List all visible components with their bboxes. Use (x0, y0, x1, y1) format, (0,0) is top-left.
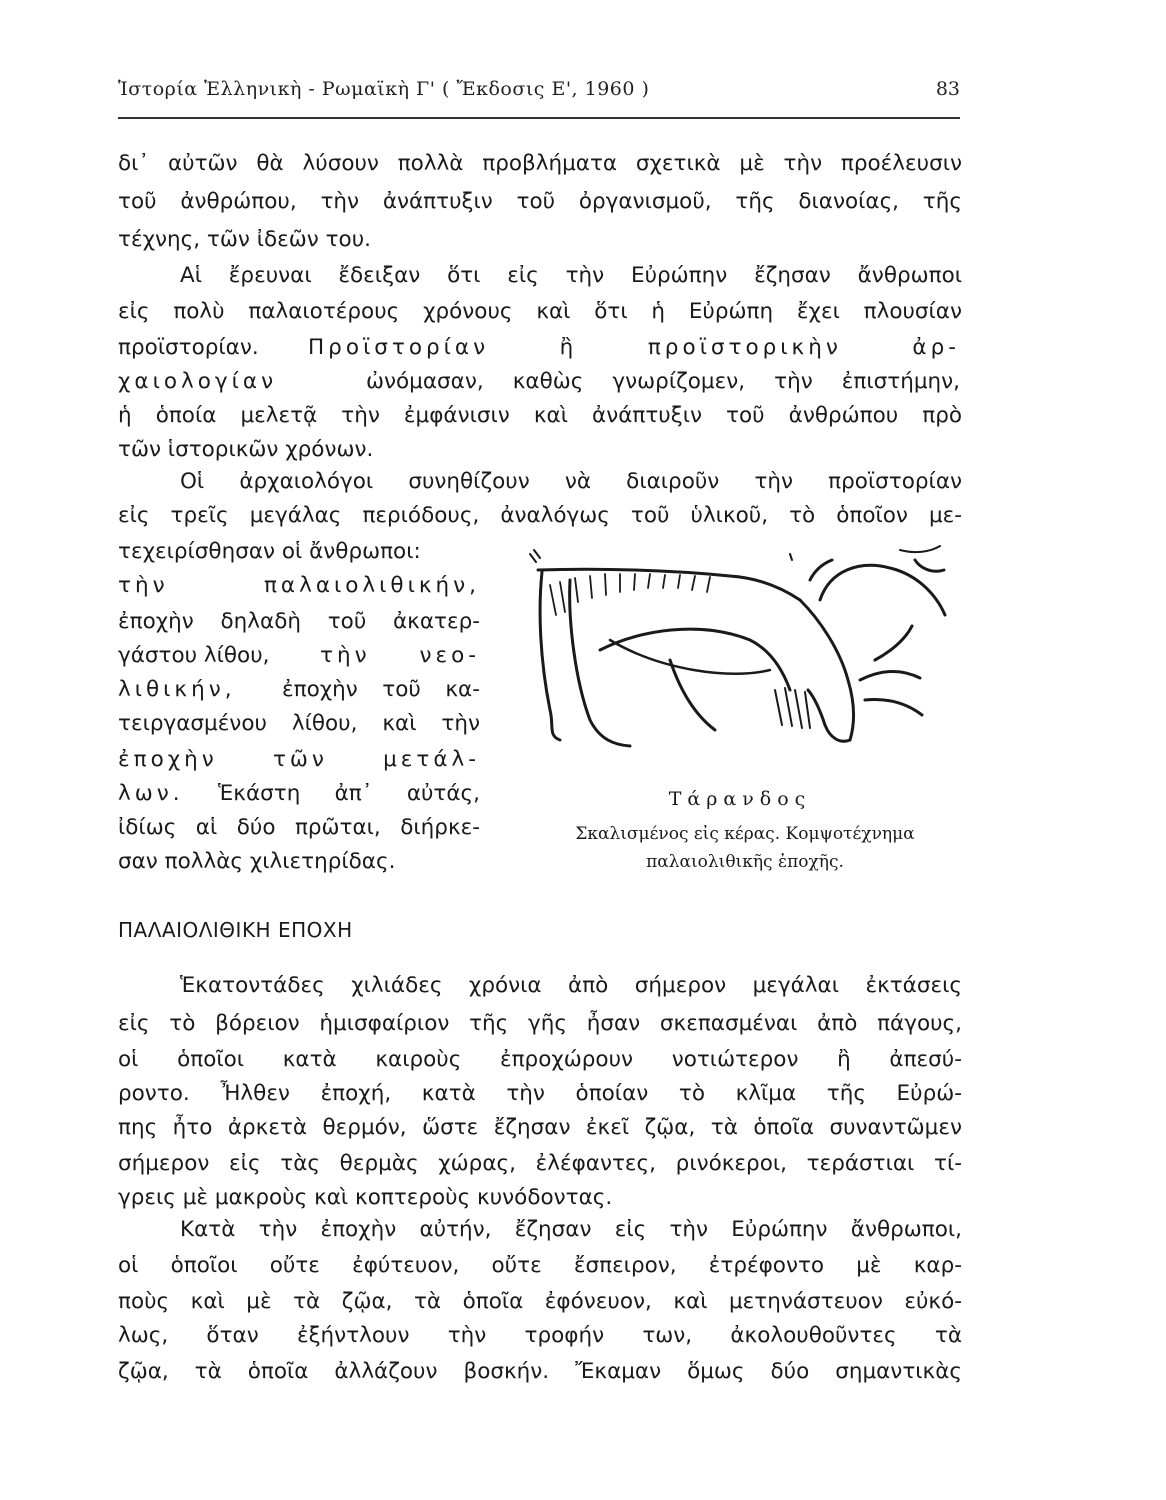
text-line: γρεις μὲ μακροὺς καὶ κοπτεροὺς κυνόδοντας. (118, 1185, 613, 1210)
text-line: ἰδίως αἱ δύο πρῶται, διήρκε- (118, 815, 480, 840)
text-line: λιθικήν, (118, 677, 236, 702)
text-line: ποὺς καὶ μὲ τὰ ζῷα, τὰ ὁποῖα ἐφόνευον, καὶ μετηνάστευον εὐκό- (118, 1289, 962, 1314)
text-line: ἐποχὴν τῶν μετάλ- (118, 747, 480, 772)
text-line: τῶν ἱστορικῶν χρόνων. (118, 437, 374, 462)
text-line: ροντο. Ἦλθεν ἐποχή, κατὰ τὴν ὁποίαν τὸ κλῖμα τῆς Εὐρώ- (118, 1081, 962, 1106)
text-line: Προϊστορίαν ἢ προϊστορικὴν ἀρ- (308, 335, 960, 360)
text-line: τὴν παλαιολιθικήν, (118, 573, 480, 598)
book-title: Ἱστορία Ἑλληνικὴ - Ρωμαϊκὴ Γ' ( Ἔκδοσις Ε', 1960 ) (118, 78, 650, 100)
reindeer-engraving-illustration (520, 540, 960, 780)
text-line: Αἱ ἔρευναι ἔδειξαν ὅτι εἰς τὴν Εὐρώπην ἔζησαν ἄνθρωποι (180, 263, 962, 288)
text-line: γάστου λίθου, (118, 643, 270, 668)
text-line: δι᾽ αὐτῶν θὰ λύσουν πολλὰ προβλήματα σχετικὰ μὲ τὴν προέλευσιν (118, 151, 962, 176)
text-line: ἐποχὴν τοῦ κα- (282, 677, 480, 702)
text-line: σαν πολλὰς χιλιετηρίδας. (118, 849, 396, 874)
text-line: πης ἦτο ἀρκετὰ θερμόν, ὥστε ἔζησαν ἐκεῖ ζῷα, τὰ ὁποῖα συναντῶμεν (118, 1115, 962, 1140)
text-line: ζῷα, τὰ ὁποῖα ἀλλάζουν βοσκήν. Ἔκαμαν ὅμως δύο σημαντικὰς (118, 1359, 962, 1384)
figure-title: Τάρανδος (668, 788, 812, 810)
text-line: προϊστορίαν. (118, 335, 259, 360)
text-line: εἰς πολὺ παλαιοτέρους χρόνους καὶ ὅτι ἡ Εὐρώπη ἔχει πλουσίαν (118, 299, 962, 324)
text-line: λων. (118, 781, 184, 806)
text-line: εἰς τρεῖς μεγάλας περιόδους, ἀναλόγως τοῦ ὑλικοῦ, τὸ ὁποῖον με- (118, 503, 962, 528)
figure-caption: παλαιολιθικῆς ἐποχῆς. (646, 852, 844, 872)
text-line: οἱ ὁποῖοι κατὰ καιροὺς ἐπροχώρουν νοτιώτερον ἢ ἀπεσύ- (118, 1047, 962, 1072)
text-line: τοῦ ἀνθρώπου, τὴν ἀνάπτυξιν τοῦ ὀργανισμοῦ, τῆς διανοίας, τῆς (118, 189, 962, 214)
text-line: τεχειρίσθησαν οἱ ἄνθρωποι: (118, 539, 421, 564)
text-line: Ἑκάστη ἀπ᾽ αὐτάς, (218, 781, 480, 806)
text-line: ἡ ὁποία μελετᾷ τὴν ἐμφάνισιν καὶ ἀνάπτυξιν τοῦ ἀνθρώπου πρὸ (118, 403, 962, 428)
text-line: τέχνης, τῶν ἰδεῶν του. (118, 227, 371, 252)
text-line: σήμερον εἰς τὰς θερμὰς χώρας, ἐλέφαντες, ρινόκεροι, τεράστιαι τί- (118, 1151, 962, 1176)
text-line: λως, ὅταν ἐξήντλουν τὴν τροφήν των, ἀκολουθοῦντες τὰ (118, 1323, 962, 1348)
text-line: ἐποχὴν δηλαδὴ τοῦ ἀκατερ- (118, 609, 480, 634)
text-line: Κατὰ τὴν ἐποχὴν αὐτήν, ἔζησαν εἰς τὴν Εὐρώπην ἄνθρωποι, (180, 1217, 962, 1242)
text-line: εἰς τὸ βόρειον ἡμισφαίριον τῆς γῆς ἦσαν σκεπασμέναι ἀπὸ πάγους, (118, 1011, 962, 1036)
figure-caption: Σκαλισμένος εἰς κέρας. Κομψοτέχνημα (575, 824, 915, 844)
text-line: ὠνόμασαν, καθὼς γνωρίζομεν, τὴν ἐπιστήμην, (366, 369, 960, 394)
text-line: Οἱ ἀρχαιολόγοι συνηθίζουν νὰ διαιροῦν τὴν προϊστορίαν (180, 469, 962, 494)
section-heading: ΠΑΛΑΙΟΛΙΘΙΚΗ ΕΠΟΧΗ (118, 918, 353, 942)
text-line: Ἑκατοντάδες χιλιάδες χρόνια ἀπὸ σήμερον μεγάλαι ἐκτάσεις (180, 973, 962, 998)
page-number: 83 (935, 78, 960, 100)
running-head (118, 78, 960, 108)
text-line: τὴν νεο- (320, 643, 480, 668)
text-line: οἱ ὁποῖοι οὔτε ἐφύτευον, οὔτε ἔσπειρον, ἐτρέφοντο μὲ καρ- (118, 1253, 962, 1278)
header-rule (118, 117, 960, 119)
text-line: χαιολογίαν (118, 369, 278, 394)
text-line: τειργασμένου λίθου, καὶ τὴν (118, 711, 480, 736)
